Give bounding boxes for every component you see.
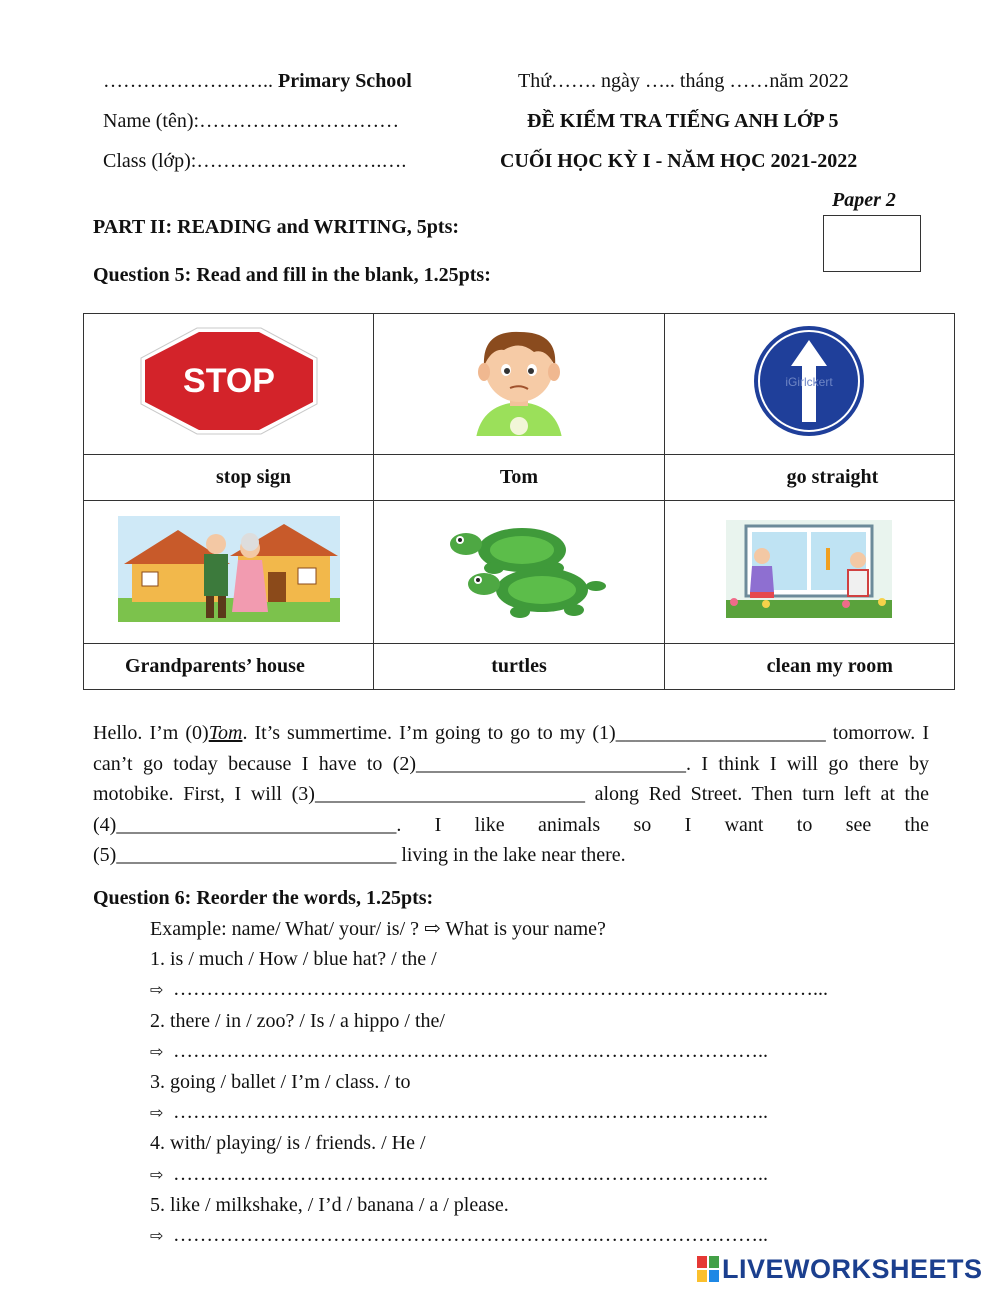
label-clean-my-room: clean my room (664, 644, 954, 690)
stop-sign-image (139, 326, 319, 436)
reorder-prompt-3: 3. going / ballet / I’m / class. / to (150, 1071, 411, 1094)
answer-line: ……………………………………………………….…………………….. (168, 1039, 768, 1062)
label-go-straight: go straight (664, 455, 954, 501)
boy-tom-image (454, 326, 584, 436)
turtles-cell (374, 501, 664, 644)
exam-title: ĐỀ KIỂM TRA TIẾNG ANH LỚP 5 (527, 110, 839, 132)
name-line: Name (tên):………………………… (103, 110, 400, 132)
grandparents-house-image (118, 516, 340, 622)
passage-intro: Hello. I’m (0) (93, 722, 209, 744)
date-line: Thứ……. ngày ….. tháng ……năm 2022 (518, 70, 849, 92)
passage-example-answer: Tom (208, 722, 243, 744)
reorder-list (150, 914, 828, 1251)
answer-line: ……………………………………………………….…………………….. (168, 1224, 768, 1247)
score-box (823, 215, 921, 272)
school-dots: …………………….. (103, 70, 278, 92)
picture-table (83, 313, 955, 690)
arrow-icon: ⇨ (150, 1164, 164, 1184)
liveworksheets-logo[interactable] (697, 1254, 983, 1285)
paper-label: Paper 2 (832, 189, 896, 211)
reorder-prompt-4: 4. with/ playing/ is / friends. / He / (150, 1132, 426, 1155)
clean-room-image (726, 520, 892, 618)
reorder-example: Example: name/ What/ your/ is/ ? ⇨ What is your name? (150, 918, 606, 940)
reorder-prompt-5: 5. like / milkshake, / I’d / banana / a / please. (150, 1193, 509, 1216)
answer-line: ……………………………………………………………………………………... (168, 978, 828, 1001)
school-line (103, 70, 412, 93)
arrow-icon: ⇨ (150, 980, 164, 1000)
label-turtles: turtles (374, 644, 664, 690)
reorder-answer-3[interactable] (150, 1097, 828, 1128)
stop-sign-cell (84, 314, 374, 455)
reorder-answer-5[interactable] (150, 1220, 828, 1251)
answer-line: ……………………………………………………….…………………….. (168, 1162, 768, 1185)
question6-title: Question 6: Reorder the words, 1.25pts: (93, 887, 434, 909)
stop-text: STOP (182, 362, 275, 400)
go-straight-sign-image (739, 324, 879, 438)
exam-subtitle: CUỐI HỌC KỲ I - NĂM HỌC 2021-2022 (500, 150, 858, 172)
go-straight-cell (664, 314, 954, 455)
question5-title: Question 5: Read and fill in the blank, 1.25pts: (93, 264, 491, 286)
reorder-answer-2[interactable] (150, 1036, 828, 1067)
reorder-answer-4[interactable] (150, 1159, 828, 1190)
passage-body: . It’s summertime. I’m going to go to my (1)_____________________ tomorrow. I can’t go today because I have to (2)___________________________. I think I will go there by motobike. First, I will (3)___________________________ along Red Street. Then turn left at the (4)____________________________. I like animals so I want to see the (5)____________________________ living in the lake near there. (93, 722, 929, 866)
grandparents-house-cell (84, 501, 374, 644)
turtles-image (424, 514, 614, 624)
reorder-answer-1[interactable] (150, 974, 828, 1005)
clean-room-cell (664, 501, 954, 644)
reorder-prompt-1: 1. is / much / How / blue hat? / the / (150, 948, 437, 971)
answer-line: ……………………………………………………….…………………….. (168, 1101, 768, 1124)
liveworksheets-mark-icon (697, 1256, 719, 1282)
arrow-icon: ⇨ (150, 1103, 164, 1123)
brand-text: LIVEWORKSHEETS (722, 1254, 983, 1284)
class-line: Class (lớp):……………………….…. (103, 150, 407, 172)
label-stop-sign: stop sign (84, 455, 374, 501)
tom-cell (374, 314, 664, 455)
reorder-prompt-2: 2. there / in / zoo? / Is / a hippo / the/ (150, 1009, 445, 1032)
label-tom: Tom (374, 455, 664, 501)
part-title: PART II: READING and WRITING, 5pts: (93, 216, 460, 238)
reading-passage (93, 718, 929, 871)
label-grandparents-house: Grandparents’ house (84, 644, 374, 690)
arrow-icon: ⇨ (150, 1226, 164, 1246)
arrow-icon: ⇨ (150, 1041, 164, 1061)
school-label: Primary School (278, 70, 412, 92)
sign-watermark: iGirlckert (785, 375, 833, 389)
